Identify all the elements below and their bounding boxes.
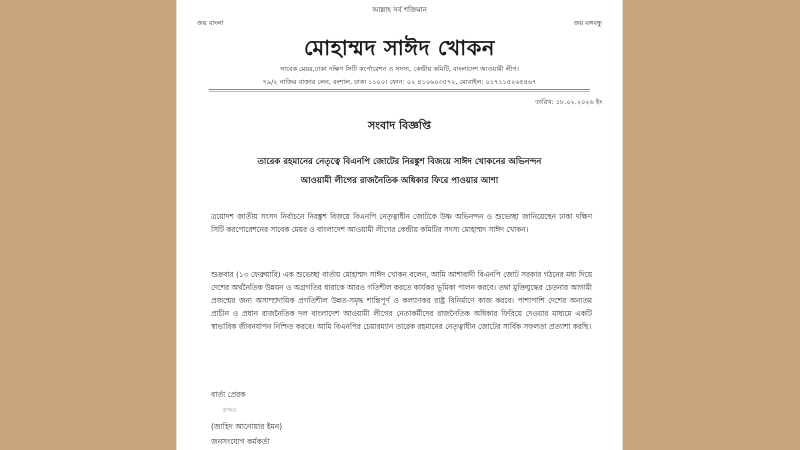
slogan-right: জয় বঙ্গবন্ধু bbox=[573, 19, 602, 27]
header-divider-secondary bbox=[209, 91, 590, 92]
headline-line-1: তারেক রহমানের নেতৃত্বে বিএনপি জোটের নিরঙ্কুশ বিজয়ে সাঈদ খোকনের অভিনন্দন bbox=[257, 157, 542, 167]
paragraph-2: শুক্রবার (১৩ ফেব্রুয়ারি) এক শুভেচ্ছা বার্তায় মোহাম্মদ সাঈদ খোকন বলেন, আমি আশাবাদী বিএনপি জোট সরকার গঠনের মধ্য দিয়ে দেশের অর্থনৈতিক উন্নয়ন ও অগ্রগতির ধারাকে আরও গতিশীল করতে কার্যকর ভূমিকা পালন করবে। তথা মুক্তিযুদ্ধের চেতনার আগামী প্রজন্মের জন্য অসাম্প্রদায়িক প্রগতিশীল উন্নত-সমৃদ্ধ শান্তিপূর্ণ ও কল্যাণকর রাষ্ট্র বিনির্মাণে কাজ করবে। পাশাপাশি দেশের অন্যতম প্রাচীন ও প্রধান রাজনৈতিক দল বাংলাদেশ আওয়ামী লীগের নেতাকর্মীদের রাজনৈতিক অধিকার ফিরিয়ে দেওয়ার মাধ্যমে একটি স্বাভাবিক জীবনযাপন নিশ্চিত করবে। আমি বিএনপির চেয়ারম্যান তারেক রহমানের নেতৃত্বাধীন জোটের সার্বিক সফলতা প্রত্যাশা করছি। bbox=[211, 270, 592, 331]
signature-scribble: স্বাক্ষর bbox=[222, 407, 236, 414]
motto: আল্লাহ সর্ব শক্তিমান bbox=[372, 6, 427, 14]
press-release-document bbox=[176, 0, 623, 450]
letterhead-address: ৭৯/২ নাজির বাজার লেন, বংশাল, ঢাকা ১১০০। ফোন: ০২ ৪১০৬০৩৫৭২, মোবাইল: ০১৭১১৫২৬৫৪৬৭ bbox=[262, 78, 537, 86]
closing-text: বার্তা প্রেরক bbox=[211, 390, 246, 399]
signatory-title: জনসংযোগ কর্মকর্তা bbox=[211, 437, 270, 446]
letterhead-name: মোহাম্মদ সাঈদ খোকন bbox=[304, 36, 495, 60]
signatory-name: (জাহিদ আনোয়ার ইমন) bbox=[211, 422, 283, 431]
document-date: তারিখ: ১৮.০২.২০২৬ ইং bbox=[535, 98, 602, 106]
slogan-left: জয় বাংলা bbox=[197, 19, 224, 27]
paragraph-1: ত্রয়োদশ জাতীয় সংসদ নির্বাচনে নিরঙ্কুশ বিজয়ে বিএনপি নেতৃত্বাধীন জোটকে উষ্ণ অভিনন্দন ও শুভেচ্ছা জানিয়েছেন ঢাকা দক্ষিণ সিটি করপোরেশনের সাবেক মেয়র ও বাংলাদেশ আওয়ামী লীগের কেন্দ্রীয় কমিটির সদস্য মোহাম্মদ সাঈদ খোকন। bbox=[211, 212, 592, 234]
header-divider bbox=[209, 89, 590, 90]
document-heading: সংবাদ বিজ্ঞপ্তি bbox=[368, 119, 431, 132]
headline-line-2: আওয়ামী লীগের রাজনৈতিক অধিকার ফিরে পাওয়ার আশা bbox=[300, 176, 499, 186]
letterhead-designation: সাবেক মেয়র,ঢাকা দক্ষিণ সিটি কর্পোরেশন ও সদস্য, কেন্দ্রীয় কমিটি, বাংলাদেশ আওয়ামী লীগ। bbox=[280, 65, 519, 73]
